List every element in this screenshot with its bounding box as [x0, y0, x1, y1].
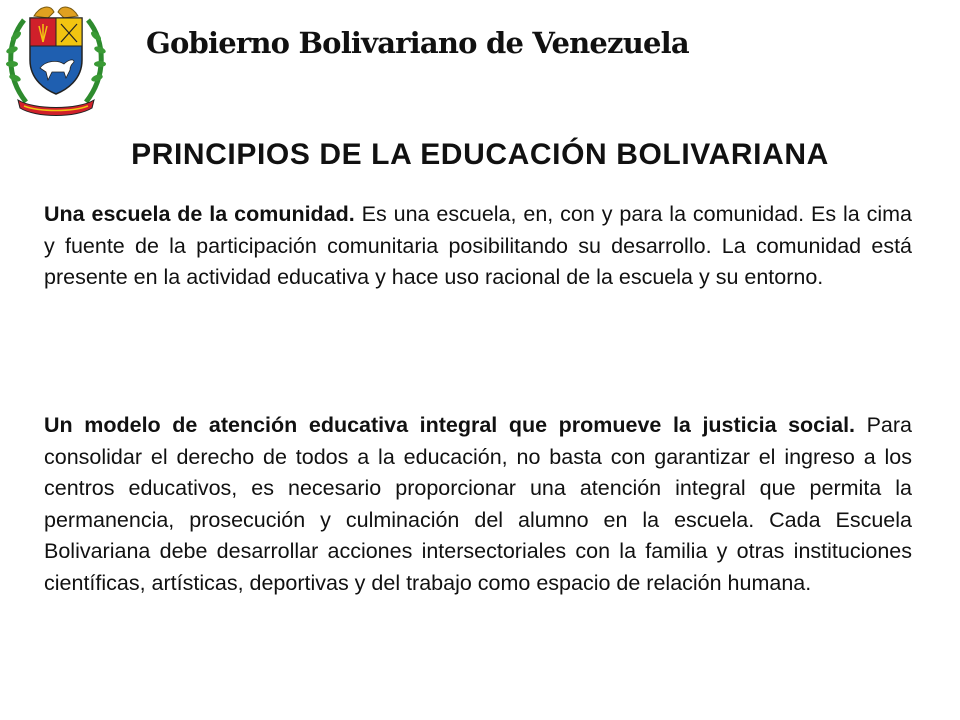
paragraph-lead: Un modelo de atención educativa integral que promueve la justicia social.	[44, 413, 856, 437]
coat-of-arms-venezuela-icon	[4, 2, 108, 122]
paragraph-comunidad	[44, 199, 912, 294]
paragraph-body: Para consolidar el derecho de todos a la educación, no basta con garantizar el ingreso a los centros educativos, es necesario proporcionar una atención integral que permita la permanencia, prosecución y culminación del alumno en la escuela. Cada Escuela Bolivariana debe desarrollar acciones intersectoriales con la familia y otras instituciones científicas, artísticas, deportivas y del trabajo como espacio de relación humana.	[44, 413, 913, 595]
slide-title: PRINCIPIOS DE LA EDUCACIÓN BOLIVARIANA	[131, 138, 829, 171]
paragraph-lead: Una escuela de la comunidad.	[44, 202, 355, 226]
government-title: Gobierno Bolivariano de Venezuela	[146, 26, 689, 60]
paragraph-atencion-integral	[44, 410, 912, 599]
paragraph-body: Es una escuela, en, con y para la comunidad. Es la cima y fuente de la participación comunitaria posibilitando su desarrollo. La comunidad está presente en la actividad educativa y hace uso racional de la escuela y su entorno.	[44, 202, 912, 289]
